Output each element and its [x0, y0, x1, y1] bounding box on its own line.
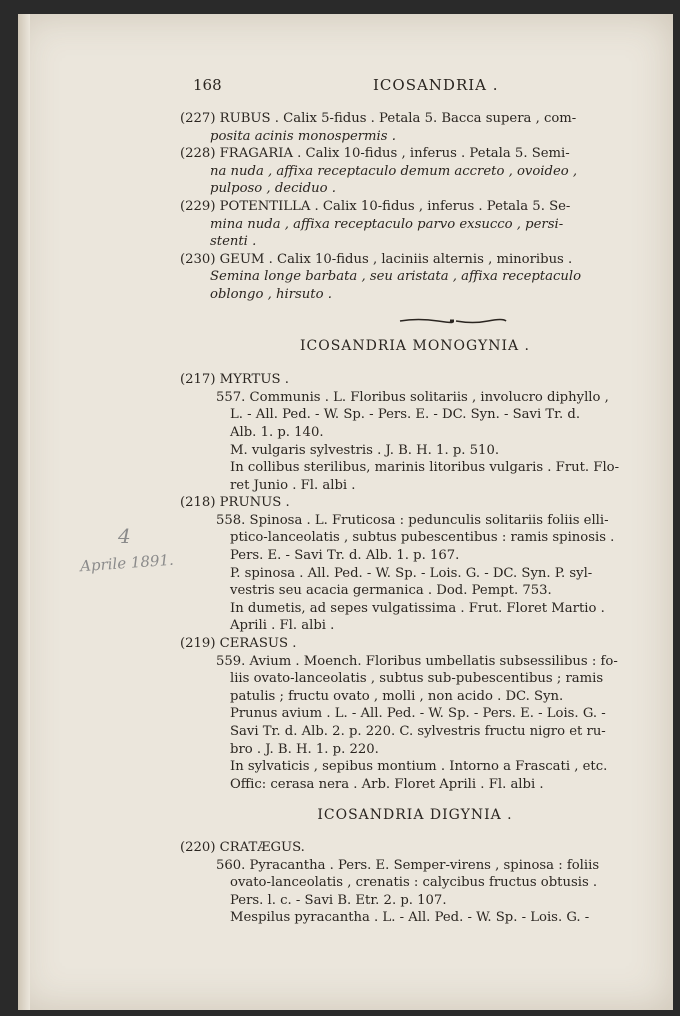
entry-line: ptico-lanceolatis , subtus pubescentibus : ramis spinosis . — [230, 530, 615, 546]
page-content — [180, 110, 670, 927]
key-entry-line: mina nuda , affixa receptaculo parvo exsucco , persi- — [210, 216, 564, 232]
key-entry-line: posita acinis monospermis . — [210, 128, 396, 144]
species-entry-line: 558. Spinosa . L. Fruticosa : pedunculis solitariis foliis elli- — [216, 512, 609, 528]
key-entry-line: Semina longe barbata , seu aristata , affixa receptaculo — [210, 269, 582, 285]
entry-line: vestris seu acacia germanica . Dod. Pempt. 753. — [230, 583, 552, 599]
species-entry-line: 560. Pyracantha . Pers. E. Semper-virens , spinosa : foliis — [216, 857, 600, 873]
entry-line: Mespilus pyracantha . L. - All. Ped. - W. Sp. - Lois. G. - — [230, 910, 590, 926]
entry-line: ovato-lanceolatis , crenatis : calycibus fructus obtusis . — [230, 875, 598, 891]
genus-heading: (220) CRATÆGUS. — [180, 839, 305, 855]
genus-heading: (218) PRUNUS . — [180, 495, 290, 511]
key-entry-line: stenti . — [210, 234, 257, 250]
entry-line: In dumetis, ad sepes vulgatissima . Frut. Floret Martio . — [230, 600, 605, 616]
entry-line: Savi Tr. d. Alb. 2. p. 220. C. sylvestris fructu nigro et ru- — [230, 724, 606, 739]
key-entry-line: (229) POTENTILLA . Calix 10-fidus , inferus . Petala 5. Se- — [180, 198, 571, 214]
key-entry-line: (228) FRAGARIA . Calix 10-fidus , inferus . Petala 5. Semi- — [180, 146, 570, 162]
book-page — [18, 14, 673, 1010]
entry-line: Offic: cerasa nera . Arb. Floret Aprili . Fl. albi . — [230, 776, 544, 792]
entry-line: ret Junio . Fl. albi . — [230, 477, 356, 493]
entry-line: Alb. 1. p. 140. — [230, 424, 324, 440]
section-heading-digynia: ICOSANDRIA DIGYNIA . — [317, 807, 513, 824]
entry-line: Pers. E. - Savi Tr. d. Alb. 1. p. 167. — [230, 548, 460, 564]
running-head: ICOSANDRIA . — [373, 76, 499, 94]
key-entry-line: pulposo , deciduo . — [210, 181, 336, 197]
page-number: 168 — [193, 76, 222, 94]
section-monogynia-body — [180, 371, 670, 793]
entry-line: liis ovato-lanceolatis , subtus sub-pubescentibus ; ramis — [230, 671, 604, 687]
entry-line: Aprili . Fl. albi . — [230, 618, 335, 634]
entry-line: In collibus sterilibus, marinis litoribus vulgaris . Frut. Flo- — [230, 460, 620, 476]
genus-heading: (219) CERASUS . — [180, 636, 297, 652]
entry-line: M. vulgaris sylvestris . J. B. H. 1. p. 510. — [230, 442, 500, 458]
key-entry-line: oblongo , hirsuto . — [210, 286, 332, 302]
entry-line: In sylvaticis , sepibus montium . Intorno a Frascati , etc. — [230, 759, 608, 775]
section-heading-monogynia: ICOSANDRIA MONOGYNIA . — [299, 337, 531, 354]
entry-line: patulis ; fructu ovato , molli , non acido . DC. Syn. — [230, 688, 564, 704]
species-entry-line: 557. Communis . L. Floribus solitariis , involucro diphyllo , — [216, 389, 609, 405]
species-entry-line: 559. Avium . Moench. Floribus umbellatis subsessilibus : fo- — [216, 653, 618, 669]
key-entry-line: na nuda , affixa receptaculo demum accreto , ovoideo , — [210, 163, 578, 179]
margin-note-date: Aprile 1891. — [79, 550, 175, 576]
entry-line: bro . J. B. H. 1. p. 220. — [230, 741, 379, 757]
section-digynia-body — [180, 839, 670, 927]
key-entry-line: (227) RUBUS . Calix 5-fidus . Petala 5. Bacca supera , com- — [180, 111, 577, 126]
entry-line: L. - All. Ped. - W. Sp. - Pers. E. - DC. Syn. - Savi Tr. d. — [230, 407, 581, 423]
entry-line: Prunus avium . L. - All. Ped. - W. Sp. - Pers. E. - Lois. G. - — [230, 706, 606, 722]
page-spine — [18, 14, 30, 1010]
genus-heading: (217) MYRTUS . — [180, 372, 289, 388]
entry-line: P. spinosa . All. Ped. - W. Sp. - Lois. G. - DC. Syn. P. syl- — [230, 565, 593, 581]
key-entry-line: (230) GEUM . Calix 10-fidus , laciniis alternis , minoribus . — [180, 251, 573, 267]
entry-line: Pers. l. c. - Savi B. Etr. 2. p. 107. — [230, 892, 447, 908]
genera-key — [180, 110, 670, 304]
margin-note-number: 4 — [118, 524, 131, 548]
